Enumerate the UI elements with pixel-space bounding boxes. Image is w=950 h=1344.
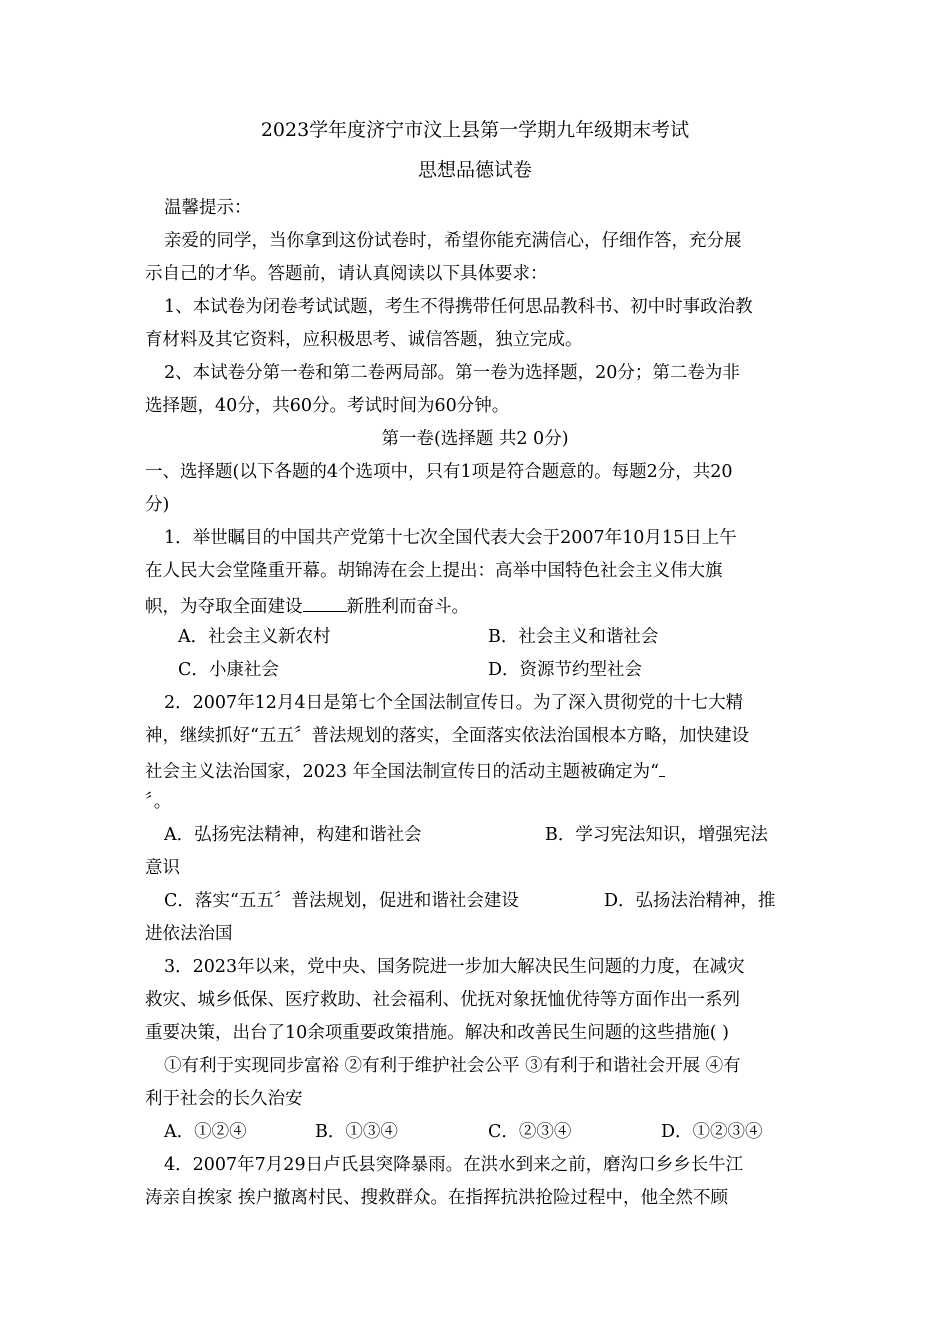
intro-paragraph-line: 示自己的才华。答题前，请认真阅读以下具体要求： — [145, 264, 548, 284]
section-heading: 第一卷(选择题 共2 0分) — [381, 429, 569, 449]
question-2-line: 2．2007年12月4日是第七个全国法制宣传日。为了深入贯彻党的十七大精 — [164, 693, 744, 713]
question-2-text: 社会主义法治国家，2023 年全国法制宣传日的活动主题被确定为“ — [145, 762, 660, 782]
question-1-line: 1．举世瞩目的中国共产党第十七次全国代表大会于2007年10月15日上午 — [164, 528, 737, 548]
question-3-line: 救灾、城乡低保、医疗救助、社会福利、优抚对象抚恤优待等方面作出一系列 — [145, 990, 740, 1010]
q2-option-a: A．弘扬宪法精神，构建和谐社会 — [164, 825, 422, 845]
question-2-line: 〞。 — [145, 792, 172, 812]
exam-subtitle: 思想品德试卷 — [417, 159, 532, 181]
question-2-line: 神，继续抓好“五五〞普法规划的落实，全面落实依法治国根本方略，加快建设 — [145, 726, 749, 746]
q3-option-a: A．①②④ — [164, 1122, 247, 1142]
rule-2-line: 选择题，40分，共60分。考试时间为60分钟。 — [145, 396, 510, 416]
intro-heading: 温馨提示： — [164, 198, 252, 218]
question-3-line: ①有利于实现同步富裕 ②有利于维护社会公平 ③有利于和谐社会开展 ④有 — [164, 1056, 741, 1076]
rule-1-line: 育材料及其它资料，应积极思考、诚信答题，独立完成。 — [145, 330, 583, 350]
rule-2-line: 2、本试卷分第一卷和第二卷两局部。第一卷为选择题，20分；第二卷为非 — [164, 363, 740, 383]
q2-option-c: C．落实“五五〞普法规划，促进和谐社会建设 — [164, 891, 519, 911]
question-1-line: 在人民大会堂隆重开幕。胡锦涛在会上提出：高举中国特色社会主义伟大旗 — [145, 561, 723, 581]
section-instruction-line: 分) — [145, 495, 170, 515]
question-4-line: 涛亲自挨家 挨户撤离村民、搜救群众。在指挥抗洪抢险过程中，他全然不顾 — [145, 1188, 729, 1208]
q1-option-b: B．社会主义和谐社会 — [488, 627, 659, 647]
question-1-text: 新胜利而奋斗。 — [346, 597, 469, 617]
section-instruction-line: 一、选择题(以下各题的4个选项中，只有1项是符合题意的。每题2分，共20 — [145, 462, 733, 482]
rule-1-line: 1、本试卷为闭卷考试试题，考生不得携带任何思品教科书、初中时事政治教 — [164, 297, 753, 317]
question-4-line: 4．2007年7月29日卢氏县突降暴雨。在洪水到来之前，磨沟口乡乡长牛江 — [164, 1155, 744, 1175]
q3-option-d: D．①②③④ — [661, 1122, 763, 1142]
q2-option-d: D．弘扬法治精神，推 — [604, 891, 776, 911]
q2-option-b-continued: 意识 — [145, 858, 180, 878]
question-3-line: 利于社会的长久治安 — [145, 1089, 303, 1109]
q2-option-d-continued: 进依法治国 — [145, 924, 233, 944]
answer-blank — [303, 593, 347, 612]
question-3-line: 重要决策，出台了10余项重要政策措施。解决和改善民生问题的这些措施( ) — [145, 1023, 729, 1043]
question-2-line — [145, 758, 810, 783]
q3-option-c: C．②③④ — [488, 1122, 572, 1142]
question-3-line: 3．2023年以来，党中央、国务院进一步加大解决民生问题的力度，在减灾 — [164, 957, 745, 977]
question-1-line — [145, 593, 810, 618]
q3-option-b: B．①③④ — [315, 1122, 398, 1142]
intro-paragraph-line: 亲爱的同学，当你拿到这份试卷时，希望你能充满信心，仔细作答，充分展 — [164, 231, 742, 251]
answer-blank — [659, 758, 665, 777]
question-1-text: 帜，为夺取全面建设 — [145, 597, 303, 617]
q1-option-c: C．小康社会 — [178, 660, 279, 680]
q1-option-a: A．社会主义新农村 — [178, 627, 331, 647]
q2-option-b: B．学习宪法知识，增强宪法 — [545, 825, 768, 845]
q1-option-d: D．资源节约型社会 — [488, 660, 643, 680]
exam-title: 2023学年度济宁市汶上县第一学期九年级期末考试 — [260, 119, 690, 141]
